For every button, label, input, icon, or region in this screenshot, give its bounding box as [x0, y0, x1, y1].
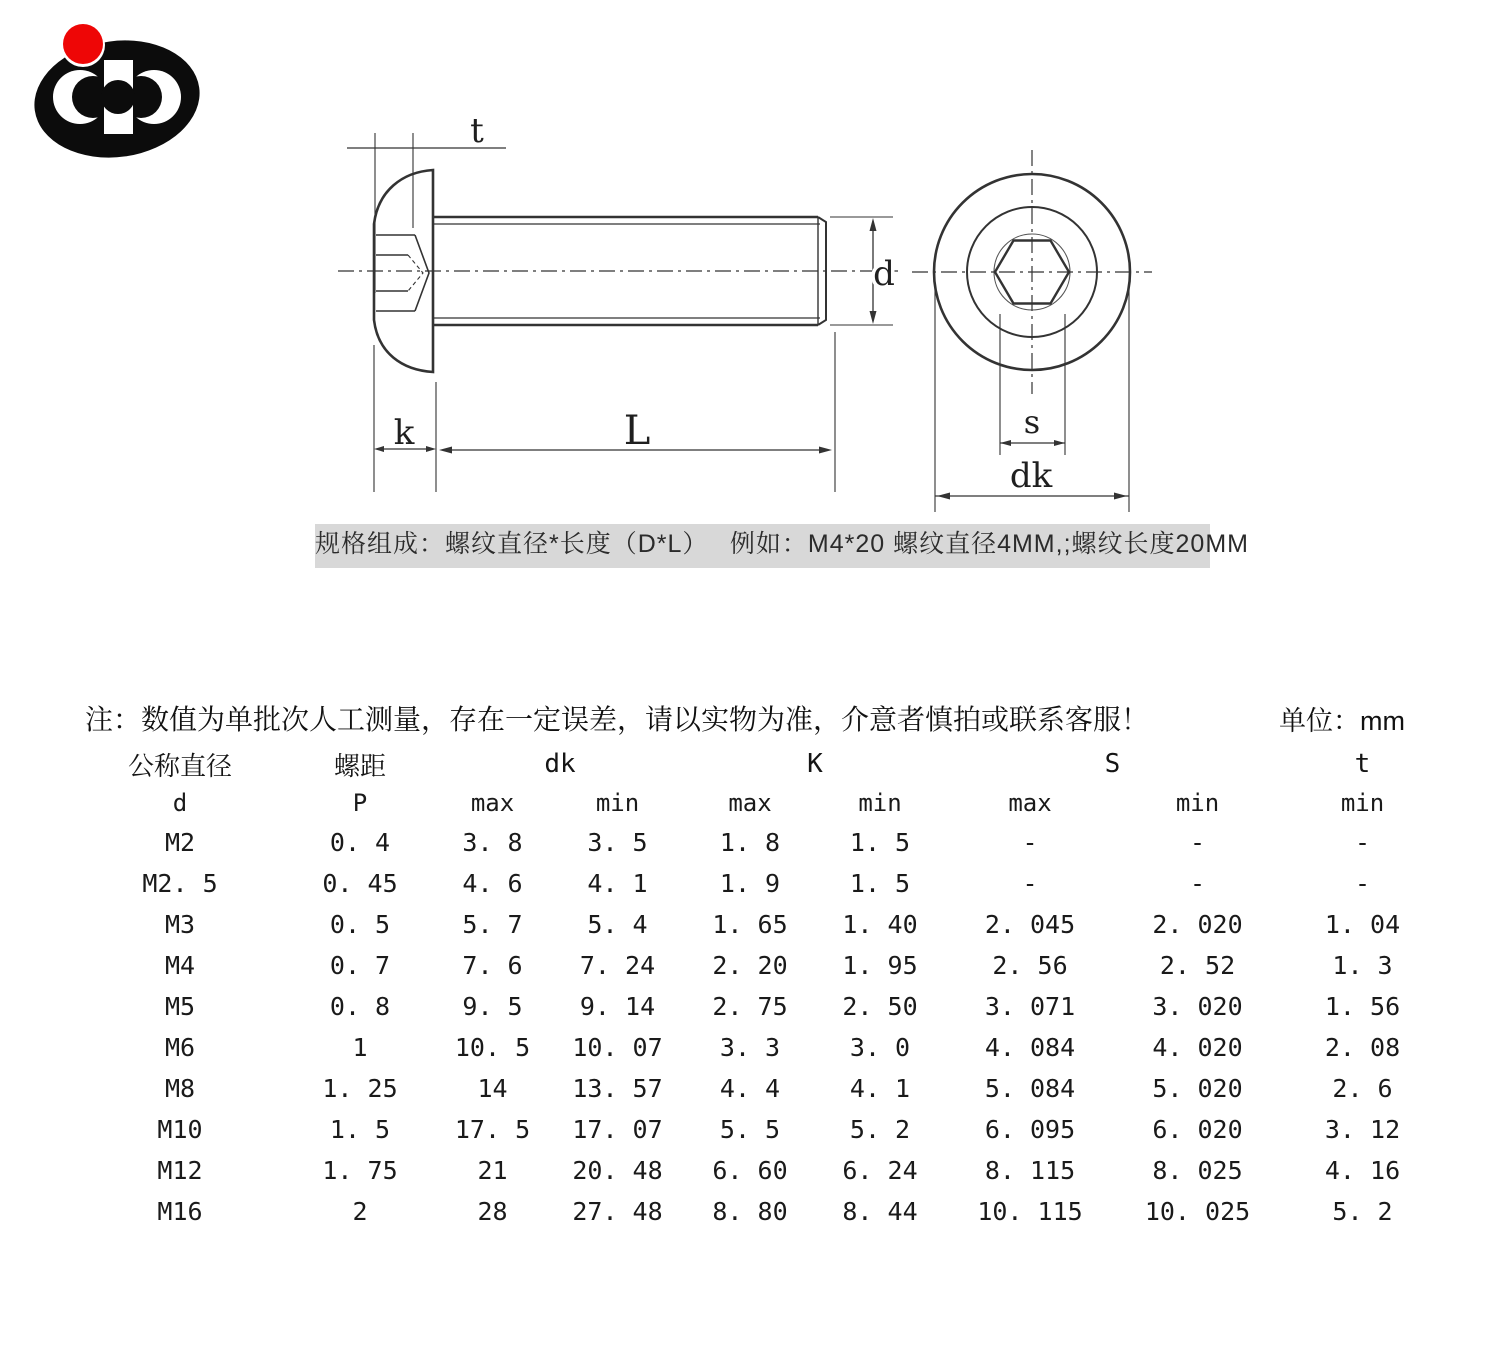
table-cell: 2 — [352, 1197, 368, 1226]
table-cell: 3. 3 — [719, 1033, 781, 1062]
table-cell: 2. 50 — [842, 992, 918, 1021]
spec-table — [75, 745, 1445, 1232]
table-cell: 1. 75 — [322, 1156, 398, 1185]
table-cell: 3. 0 — [849, 1033, 911, 1062]
table-cell: 1. 9 — [719, 869, 781, 898]
table-cell: 10. 025 — [1144, 1197, 1251, 1226]
table-cell: 5. 7 — [462, 910, 523, 939]
table-cell: 7. 24 — [579, 951, 656, 980]
table-cell: 8. 80 — [712, 1197, 788, 1226]
table-cell: M16 — [157, 1197, 203, 1226]
table-cell: 1. 3 — [1332, 951, 1393, 980]
table-cell: 1. 95 — [842, 951, 918, 980]
table-cell: M2 — [164, 828, 196, 857]
table-cell: M6 — [164, 1033, 196, 1062]
table-cell: M3 — [164, 910, 196, 939]
sub-header-d: d — [172, 788, 188, 817]
table-cell: 3. 8 — [462, 828, 523, 857]
table-cell: 1. 5 — [849, 828, 911, 857]
table-cell: 10. 115 — [977, 1197, 1083, 1226]
table-cell: 6. 24 — [842, 1156, 918, 1185]
table-cell: 2. 52 — [1159, 951, 1236, 980]
note-text: 注：数值为单批次人工测量，存在一定误差，请以实物为准，介意者慎拍或联系客服！ — [85, 704, 1150, 735]
table-cell: 2. 20 — [712, 951, 788, 980]
table-cell: 1. 5 — [849, 869, 911, 898]
table-cell: 4. 6 — [462, 869, 523, 898]
side-view-drawing — [338, 133, 898, 492]
table-cell: M4 — [164, 951, 196, 980]
table-cell: M10 — [157, 1115, 203, 1144]
table-cell: 6. 020 — [1152, 1115, 1243, 1144]
table-cell: 9. 14 — [579, 992, 656, 1021]
table-cell: 5. 084 — [984, 1074, 1076, 1103]
table-cell: 1. 04 — [1324, 910, 1401, 939]
table-cell: 4. 16 — [1324, 1156, 1401, 1185]
table-cell: 5. 5 — [719, 1115, 781, 1144]
table-cell: 1. 25 — [322, 1074, 398, 1103]
col-header-K: K — [807, 749, 823, 779]
table-cell: M2. 5 — [142, 869, 218, 898]
unit-label: 单位：mm — [1279, 705, 1405, 736]
table-cell: M8 — [164, 1074, 196, 1103]
sub-header-K-min: min — [858, 788, 902, 817]
table-cell: 0. 8 — [329, 992, 391, 1021]
table-cell: 8. 44 — [842, 1197, 918, 1226]
table-cell: 3. 020 — [1152, 992, 1243, 1021]
table-cell: 20. 48 — [572, 1156, 663, 1185]
spec-caption-bar — [315, 524, 1249, 568]
table-cell: 2. 56 — [992, 951, 1068, 980]
table-cell: 1. 8 — [719, 828, 781, 857]
table-cell: - — [1022, 869, 1038, 898]
table-cell: 4. 1 — [849, 1074, 911, 1103]
table-cell: 28 — [477, 1197, 508, 1226]
col-header-t: t — [1354, 749, 1371, 779]
table-cell: 1. 56 — [1324, 992, 1401, 1021]
dim-label-dk: dk — [1009, 456, 1053, 496]
table-cell: 5. 4 — [587, 910, 648, 939]
table-cell: 4. 1 — [587, 869, 648, 898]
sub-header-K-max: max — [728, 788, 772, 817]
dim-label-t: t — [470, 111, 484, 151]
table-cell: 8. 115 — [984, 1156, 1076, 1185]
col-header-nominal-diameter: 公称直径 — [127, 750, 232, 781]
table-cell: 2. 08 — [1324, 1033, 1401, 1062]
sub-header-dk-max: max — [470, 788, 515, 817]
table-cell: 17. 07 — [572, 1115, 663, 1144]
spec-caption-text: 规格组成：螺纹直径*长度（D*L） 例如：M4*20 螺纹直径4MM,;螺纹长度20MM — [315, 530, 1249, 558]
table-cell: - — [1189, 828, 1206, 857]
table-cell: - — [1022, 828, 1038, 857]
sub-header-P: P — [352, 788, 368, 817]
table-cell: 8. 025 — [1152, 1156, 1243, 1185]
table-cell: 10. 5 — [454, 1033, 531, 1062]
table-cell: 6. 095 — [984, 1115, 1076, 1144]
col-header-dk: dk — [544, 749, 576, 779]
col-header-pitch: 螺距 — [333, 750, 386, 781]
table-cell: - — [1189, 869, 1206, 898]
table-cell: 9. 5 — [462, 992, 523, 1021]
table-cell: 3. 12 — [1324, 1115, 1401, 1144]
table-cell: 5. 2 — [1332, 1197, 1393, 1226]
table-cell: 1. 5 — [329, 1115, 391, 1144]
dim-label-s: s — [1023, 403, 1041, 441]
col-header-S: S — [1104, 749, 1121, 779]
table-cell: 5. 020 — [1152, 1074, 1243, 1103]
brand-logo — [30, 18, 210, 168]
table-cell: M12 — [157, 1156, 203, 1185]
table-cell: 27. 48 — [572, 1197, 663, 1226]
table-cell: 7. 6 — [462, 951, 523, 980]
table-cell: 2. 75 — [712, 992, 788, 1021]
table-cell: 1 — [352, 1033, 368, 1062]
table-cell: 1. 40 — [842, 910, 918, 939]
table-cell: - — [1354, 828, 1371, 857]
table-cell: 0. 4 — [329, 828, 391, 857]
table-cell: 2. 045 — [984, 910, 1076, 939]
table-cell: 4. 4 — [719, 1074, 781, 1103]
table-cell: 6. 60 — [712, 1156, 788, 1185]
table-cell: 2. 6 — [1332, 1074, 1393, 1103]
sub-header-S-max: max — [1008, 788, 1052, 817]
table-cell: 0. 5 — [329, 910, 391, 939]
table-cell: 3. 071 — [984, 992, 1076, 1021]
table-cell: 0. 45 — [322, 869, 398, 898]
table-cell: 17. 5 — [454, 1115, 531, 1144]
table-cell: 2. 020 — [1152, 910, 1243, 939]
table-cell: 3. 5 — [587, 828, 648, 857]
sub-header-dk-min: min — [595, 788, 640, 817]
measurement-note — [85, 698, 1405, 738]
table-cell: 0. 7 — [329, 951, 391, 980]
logo-red-dot — [63, 24, 103, 64]
table-cell: - — [1354, 869, 1371, 898]
table-cell: 1. 65 — [712, 910, 788, 939]
sub-header-S-min: min — [1175, 788, 1220, 817]
table-cell: 14 — [477, 1074, 508, 1103]
technical-drawing — [330, 95, 1180, 525]
table-cell: 10. 07 — [572, 1033, 663, 1062]
table-cell: 5. 2 — [849, 1115, 911, 1144]
table-cell: M5 — [164, 992, 196, 1021]
dim-label-k: k — [393, 413, 415, 453]
dim-label-d: d — [873, 254, 895, 294]
table-cell: 13. 57 — [572, 1074, 663, 1103]
table-cell: 21 — [477, 1156, 508, 1185]
sub-header-t-min: min — [1340, 788, 1385, 817]
table-cell: 4. 084 — [984, 1033, 1076, 1062]
table-cell: 4. 020 — [1152, 1033, 1243, 1062]
dim-label-L: L — [623, 408, 651, 454]
